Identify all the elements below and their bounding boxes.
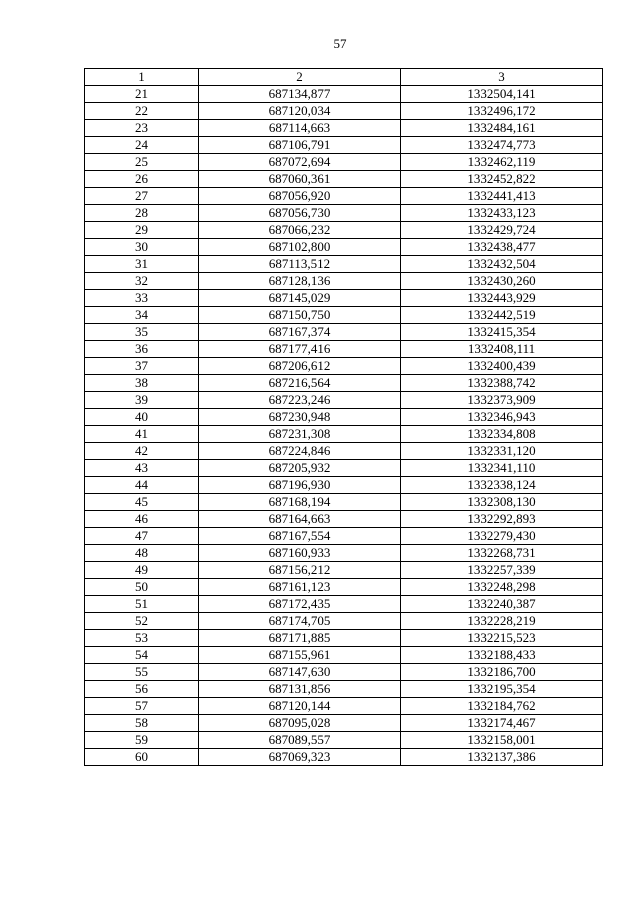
table-row — [85, 732, 603, 749]
table-row — [85, 630, 603, 647]
table-row — [85, 324, 603, 341]
table-row — [85, 426, 603, 443]
cell-y-coordinate: 1332240,387 — [401, 596, 603, 613]
cell-point-number: 47 — [85, 528, 199, 545]
cell-point-number: 27 — [85, 188, 199, 205]
cell-point-number: 49 — [85, 562, 199, 579]
cell-point-number: 43 — [85, 460, 199, 477]
table-row — [85, 562, 603, 579]
cell-y-coordinate: 1332415,354 — [401, 324, 603, 341]
table-row — [85, 171, 603, 188]
cell-point-number: 56 — [85, 681, 199, 698]
table-row — [85, 188, 603, 205]
cell-x-coordinate: 687160,933 — [199, 545, 401, 562]
cell-y-coordinate: 1332400,439 — [401, 358, 603, 375]
cell-point-number: 44 — [85, 477, 199, 494]
cell-x-coordinate: 687131,856 — [199, 681, 401, 698]
cell-y-coordinate: 1332331,120 — [401, 443, 603, 460]
cell-x-coordinate: 687060,361 — [199, 171, 401, 188]
cell-point-number: 54 — [85, 647, 199, 664]
cell-x-coordinate: 687174,705 — [199, 613, 401, 630]
cell-x-coordinate: 687066,232 — [199, 222, 401, 239]
cell-y-coordinate: 1332408,111 — [401, 341, 603, 358]
table-row — [85, 290, 603, 307]
cell-point-number: 38 — [85, 375, 199, 392]
cell-x-coordinate: 687168,194 — [199, 494, 401, 511]
cell-y-coordinate: 1332373,909 — [401, 392, 603, 409]
cell-point-number: 42 — [85, 443, 199, 460]
cell-x-coordinate: 687150,750 — [199, 307, 401, 324]
cell-y-coordinate: 1332462,119 — [401, 154, 603, 171]
cell-point-number: 28 — [85, 205, 199, 222]
cell-y-coordinate: 1332441,413 — [401, 188, 603, 205]
table-row — [85, 86, 603, 103]
cell-y-coordinate: 1332346,943 — [401, 409, 603, 426]
cell-point-number: 21 — [85, 86, 199, 103]
cell-x-coordinate: 687205,932 — [199, 460, 401, 477]
cell-x-coordinate: 687167,374 — [199, 324, 401, 341]
cell-y-coordinate: 1332429,724 — [401, 222, 603, 239]
table-row — [85, 154, 603, 171]
cell-y-coordinate: 1332215,523 — [401, 630, 603, 647]
cell-x-coordinate: 687145,029 — [199, 290, 401, 307]
table-row — [85, 664, 603, 681]
cell-y-coordinate: 1332474,773 — [401, 137, 603, 154]
cell-x-coordinate: 687161,123 — [199, 579, 401, 596]
cell-point-number: 51 — [85, 596, 199, 613]
table-row — [85, 137, 603, 154]
cell-point-number: 46 — [85, 511, 199, 528]
cell-y-coordinate: 1332137,386 — [401, 749, 603, 766]
cell-x-coordinate: 687114,663 — [199, 120, 401, 137]
cell-x-coordinate: 687056,920 — [199, 188, 401, 205]
cell-x-coordinate: 687223,246 — [199, 392, 401, 409]
cell-x-coordinate: 687106,791 — [199, 137, 401, 154]
cell-x-coordinate: 687072,694 — [199, 154, 401, 171]
cell-y-coordinate: 1332184,762 — [401, 698, 603, 715]
cell-y-coordinate: 1332228,219 — [401, 613, 603, 630]
cell-point-number: 58 — [85, 715, 199, 732]
column-header-point-number: 1 — [85, 69, 199, 86]
table-row — [85, 477, 603, 494]
cell-y-coordinate: 1332438,477 — [401, 239, 603, 256]
cell-point-number: 32 — [85, 273, 199, 290]
cell-x-coordinate: 687206,612 — [199, 358, 401, 375]
cell-y-coordinate: 1332504,141 — [401, 86, 603, 103]
cell-point-number: 48 — [85, 545, 199, 562]
cell-y-coordinate: 1332341,110 — [401, 460, 603, 477]
cell-y-coordinate: 1332430,260 — [401, 273, 603, 290]
cell-point-number: 57 — [85, 698, 199, 715]
cell-point-number: 36 — [85, 341, 199, 358]
cell-point-number: 23 — [85, 120, 199, 137]
table-row — [85, 443, 603, 460]
cell-x-coordinate: 687056,730 — [199, 205, 401, 222]
table-row — [85, 596, 603, 613]
cell-x-coordinate: 687155,961 — [199, 647, 401, 664]
table-row — [85, 647, 603, 664]
cell-y-coordinate: 1332443,929 — [401, 290, 603, 307]
cell-x-coordinate: 687196,930 — [199, 477, 401, 494]
column-header-y-coordinate: 3 — [401, 69, 603, 86]
cell-y-coordinate: 1332452,822 — [401, 171, 603, 188]
table-row — [85, 494, 603, 511]
cell-y-coordinate: 1332334,808 — [401, 426, 603, 443]
cell-y-coordinate: 1332268,731 — [401, 545, 603, 562]
cell-x-coordinate: 687177,416 — [199, 341, 401, 358]
cell-y-coordinate: 1332248,298 — [401, 579, 603, 596]
cell-point-number: 24 — [85, 137, 199, 154]
cell-y-coordinate: 1332279,430 — [401, 528, 603, 545]
cell-y-coordinate: 1332388,742 — [401, 375, 603, 392]
cell-point-number: 55 — [85, 664, 199, 681]
table-row — [85, 205, 603, 222]
table-body — [85, 86, 603, 766]
table-row — [85, 749, 603, 766]
cell-y-coordinate: 1332308,130 — [401, 494, 603, 511]
table-row — [85, 409, 603, 426]
cell-x-coordinate: 687231,308 — [199, 426, 401, 443]
cell-y-coordinate: 1332195,354 — [401, 681, 603, 698]
table-row — [85, 239, 603, 256]
table-row — [85, 103, 603, 120]
table-row — [85, 375, 603, 392]
cell-point-number: 22 — [85, 103, 199, 120]
cell-point-number: 37 — [85, 358, 199, 375]
cell-x-coordinate: 687230,948 — [199, 409, 401, 426]
column-header-x-coordinate: 2 — [199, 69, 401, 86]
cell-x-coordinate: 687069,323 — [199, 749, 401, 766]
cell-x-coordinate: 687089,557 — [199, 732, 401, 749]
cell-point-number: 31 — [85, 256, 199, 273]
cell-point-number: 59 — [85, 732, 199, 749]
cell-x-coordinate: 687128,136 — [199, 273, 401, 290]
cell-point-number: 29 — [85, 222, 199, 239]
table-row — [85, 392, 603, 409]
cell-point-number: 45 — [85, 494, 199, 511]
cell-y-coordinate: 1332158,001 — [401, 732, 603, 749]
table-row — [85, 222, 603, 239]
coordinates-table — [84, 68, 603, 766]
cell-x-coordinate: 687120,144 — [199, 698, 401, 715]
table-row — [85, 511, 603, 528]
cell-y-coordinate: 1332442,519 — [401, 307, 603, 324]
cell-point-number: 30 — [85, 239, 199, 256]
cell-x-coordinate: 687134,877 — [199, 86, 401, 103]
cell-point-number: 41 — [85, 426, 199, 443]
table-row — [85, 358, 603, 375]
cell-point-number: 53 — [85, 630, 199, 647]
cell-x-coordinate: 687167,554 — [199, 528, 401, 545]
cell-y-coordinate: 1332338,124 — [401, 477, 603, 494]
table-row — [85, 715, 603, 732]
cell-x-coordinate: 687095,028 — [199, 715, 401, 732]
table-row — [85, 120, 603, 137]
cell-point-number: 52 — [85, 613, 199, 630]
table-row — [85, 273, 603, 290]
cell-y-coordinate: 1332433,123 — [401, 205, 603, 222]
cell-point-number: 50 — [85, 579, 199, 596]
table-row — [85, 681, 603, 698]
cell-point-number: 60 — [85, 749, 199, 766]
cell-y-coordinate: 1332174,467 — [401, 715, 603, 732]
cell-x-coordinate: 687171,885 — [199, 630, 401, 647]
cell-x-coordinate: 687172,435 — [199, 596, 401, 613]
cell-y-coordinate: 1332186,700 — [401, 664, 603, 681]
table-row — [85, 579, 603, 596]
table-row — [85, 613, 603, 630]
cell-y-coordinate: 1332496,172 — [401, 103, 603, 120]
cell-x-coordinate: 687156,212 — [199, 562, 401, 579]
cell-point-number: 25 — [85, 154, 199, 171]
cell-y-coordinate: 1332188,433 — [401, 647, 603, 664]
cell-y-coordinate: 1332292,893 — [401, 511, 603, 528]
table-header-row — [85, 69, 603, 86]
table-row — [85, 698, 603, 715]
cell-point-number: 34 — [85, 307, 199, 324]
cell-x-coordinate: 687113,512 — [199, 256, 401, 273]
table-row — [85, 545, 603, 562]
table-row — [85, 307, 603, 324]
cell-point-number: 39 — [85, 392, 199, 409]
cell-x-coordinate: 687224,846 — [199, 443, 401, 460]
table-row — [85, 528, 603, 545]
cell-x-coordinate: 687120,034 — [199, 103, 401, 120]
cell-point-number: 40 — [85, 409, 199, 426]
cell-y-coordinate: 1332257,339 — [401, 562, 603, 579]
table-row — [85, 460, 603, 477]
cell-x-coordinate: 687147,630 — [199, 664, 401, 681]
cell-x-coordinate: 687102,800 — [199, 239, 401, 256]
cell-point-number: 33 — [85, 290, 199, 307]
cell-x-coordinate: 687216,564 — [199, 375, 401, 392]
cell-point-number: 35 — [85, 324, 199, 341]
page-number: 57 — [333, 36, 347, 51]
cell-x-coordinate: 687164,663 — [199, 511, 401, 528]
cell-y-coordinate: 1332484,161 — [401, 120, 603, 137]
table-row — [85, 256, 603, 273]
cell-point-number: 26 — [85, 171, 199, 188]
table-row — [85, 341, 603, 358]
cell-y-coordinate: 1332432,504 — [401, 256, 603, 273]
